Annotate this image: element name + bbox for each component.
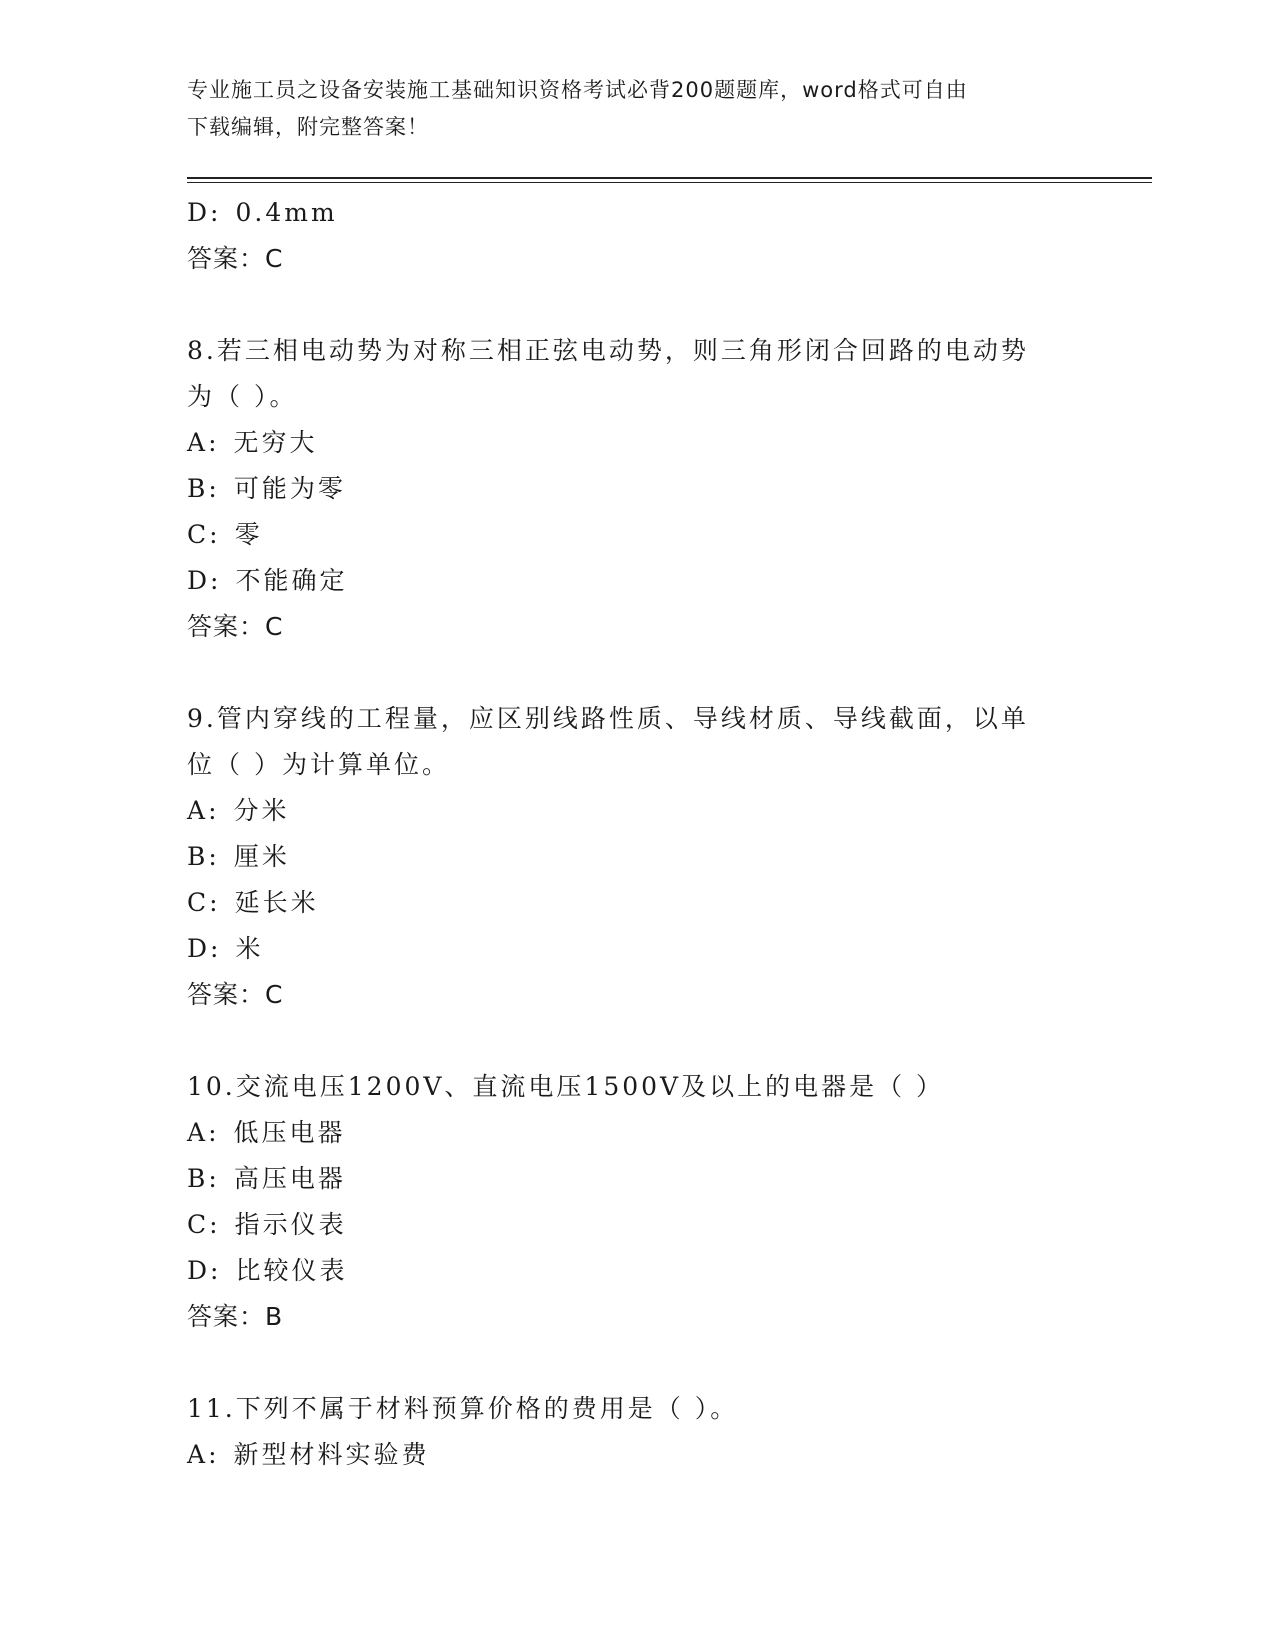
option-a bbox=[187, 788, 1067, 834]
option-letter: A bbox=[187, 796, 209, 825]
option-d bbox=[187, 926, 1067, 972]
option-separator: : bbox=[210, 566, 222, 595]
question-stem: 11.下列不属于材料预算价格的费用是（ ）。 bbox=[187, 1394, 739, 1423]
header-divider bbox=[187, 177, 1152, 179]
option-text: 0.4mm bbox=[235, 198, 338, 227]
option-separator: : bbox=[209, 520, 221, 549]
option-separator: : bbox=[208, 1440, 220, 1469]
option-separator: : bbox=[209, 888, 221, 917]
option-text: 无穷大 bbox=[233, 428, 318, 457]
option-b bbox=[187, 466, 1067, 512]
option-c bbox=[187, 512, 1067, 558]
option-d bbox=[187, 190, 1067, 236]
option-separator: : bbox=[208, 428, 220, 457]
option-text: 高压电器 bbox=[233, 1164, 346, 1193]
option-text: 零 bbox=[234, 520, 263, 549]
option-letter: A bbox=[187, 1440, 209, 1469]
question-stem-continued: 位（ ）为计算单位。 bbox=[187, 750, 450, 779]
option-text: 不能确定 bbox=[235, 566, 348, 595]
option-a bbox=[187, 1110, 1067, 1156]
header-title-line-2: 下载编辑，附完整答案！ bbox=[187, 115, 429, 139]
option-letter: D bbox=[187, 934, 211, 963]
option-letter: C bbox=[187, 888, 210, 917]
document-header bbox=[187, 72, 1067, 146]
question-11 bbox=[187, 1386, 1067, 1478]
option-separator: : bbox=[208, 1164, 220, 1193]
option-text: 新型材料实验费 bbox=[233, 1440, 430, 1469]
option-letter: A bbox=[187, 428, 209, 457]
option-separator: : bbox=[208, 796, 220, 825]
option-text: 低压电器 bbox=[233, 1118, 346, 1147]
question-stem: 10.交流电压1200V、直流电压1500V及以上的电器是（ ） bbox=[187, 1072, 945, 1101]
question-stem: 9.管内穿线的工程量，应区别线路性质、导线材质、导线截面，以单 bbox=[187, 704, 1029, 733]
question-stem-continued: 为（ ）。 bbox=[187, 382, 298, 411]
option-d bbox=[187, 558, 1067, 604]
option-d bbox=[187, 1248, 1067, 1294]
option-letter: C bbox=[187, 520, 210, 549]
question-list bbox=[187, 190, 1067, 1478]
header-title-line-1: 专业施工员之设备安装施工基础知识资格考试必背200题题库，word格式可自由 bbox=[187, 78, 968, 102]
option-separator: : bbox=[208, 842, 220, 871]
option-c bbox=[187, 1202, 1067, 1248]
option-b bbox=[187, 834, 1067, 880]
option-letter: A bbox=[187, 1118, 209, 1147]
header-divider-thin bbox=[187, 182, 1152, 183]
option-letter: B bbox=[187, 1164, 209, 1193]
option-letter: B bbox=[187, 474, 209, 503]
answer-line: 答案：B bbox=[187, 1302, 284, 1331]
option-letter: B bbox=[187, 842, 209, 871]
spacer bbox=[187, 1340, 1067, 1386]
option-separator: : bbox=[209, 1210, 221, 1239]
option-text: 比较仪表 bbox=[235, 1256, 348, 1285]
option-separator: : bbox=[208, 1118, 220, 1147]
question-stem: 8.若三相电动势为对称三相正弦电动势，则三角形闭合回路的电动势 bbox=[187, 336, 1029, 365]
option-separator: : bbox=[210, 198, 222, 227]
option-text: 米 bbox=[235, 934, 264, 963]
option-text: 可能为零 bbox=[233, 474, 346, 503]
question-10 bbox=[187, 1064, 1067, 1340]
option-text: 分米 bbox=[233, 796, 290, 825]
option-c bbox=[187, 880, 1067, 926]
option-text: 指示仪表 bbox=[234, 1210, 347, 1239]
option-letter: D bbox=[187, 198, 211, 227]
answer-line: 答案：C bbox=[187, 612, 284, 641]
option-letter: D bbox=[187, 1256, 211, 1285]
option-text: 厘米 bbox=[233, 842, 290, 871]
question-8 bbox=[187, 328, 1067, 650]
spacer bbox=[187, 1018, 1067, 1064]
option-separator: : bbox=[210, 934, 222, 963]
option-a bbox=[187, 1432, 1067, 1478]
option-letter: D bbox=[187, 566, 211, 595]
answer-line: 答案：C bbox=[187, 980, 284, 1009]
spacer bbox=[187, 650, 1067, 696]
answer-line: 答案：C bbox=[187, 244, 284, 273]
option-separator: : bbox=[210, 1256, 222, 1285]
option-letter: C bbox=[187, 1210, 210, 1239]
spacer bbox=[187, 282, 1067, 328]
question-9 bbox=[187, 696, 1067, 1018]
option-text: 延长米 bbox=[234, 888, 319, 917]
option-separator: : bbox=[208, 474, 220, 503]
option-a bbox=[187, 420, 1067, 466]
option-b bbox=[187, 1156, 1067, 1202]
